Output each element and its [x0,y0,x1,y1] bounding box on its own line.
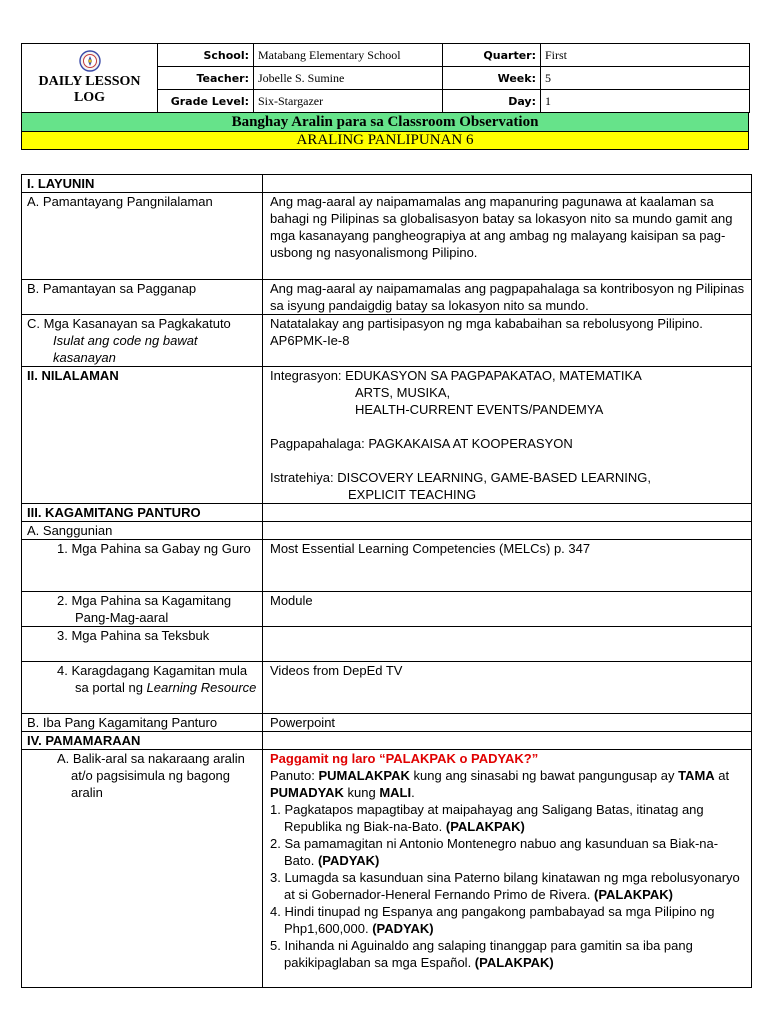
integrasyon-line2: ARTS, MUSIKA, [355,385,451,400]
dll-title-line2: LOG [73,90,106,105]
panuto-and: at [714,768,730,783]
row-kagamitan [22,504,752,522]
row-karagdagan [22,662,752,714]
section-pamamaraan: IV. PAMAMARAAN [22,732,263,750]
day-value: 1 [541,90,750,113]
kasanayan-code: AP6PMK-Ie-8 [270,333,350,348]
pamantayang-text: Ang mag-aaral ay naipamamalas ang mapanuring pagunawa at kaalaman sa bahagi ng Pilipinas sa globalisasyon batay sa lokasyon nito sa mundo gamit ang mga kasanayang pangheograpiya at ang ambag ng malayang kaisipan sa pag-usbong ng nasyonalismong Pilipino. [263,193,752,280]
teacher-label: Teacher: [158,67,254,90]
section-layunin: I. LAYUNIN [22,175,263,193]
gabay-label: 1. Mga Pahina sa Gabay ng Guro [57,541,251,556]
integrasyon-line3: HEALTH-CURRENT EVENTS/PANDEMYA [355,402,604,417]
lesson-plan-table [21,174,752,988]
item-answer: (PALAKPAK) [445,819,525,834]
item-answer: (PALAKPAK) [474,955,554,970]
item-text: 5. Inihanda ni Aguinaldo ang salaping tinanggap para gamitin sa iba pang pakikipaglaban sa mga Español. [270,938,693,970]
item-answer: (PALAKPAK) [593,887,673,902]
balik-label: A. Balik-aral sa nakaraang aralin at/o pagsisimula ng bagong aralin [57,751,245,800]
pagganap-text: Ang mag-aaral ay naipamamalas ang pagpapahalaga sa kontribosyon ng Pilipinas sa isyung pandaigdig batay sa lokasyon nito sa mundo. [263,280,752,315]
section-kagamitan: III. KAGAMITANG PANTURO [22,504,263,522]
karagdagan-text: Videos from DepEd TV [263,662,752,714]
item-text: 4. Hindi tinupad ng Espanya ang pangakong pambabayad sa mga Pilipino ng Php1,600,000. [270,904,715,936]
list-item [270,801,746,835]
logo-cell [22,44,158,113]
row-pamantayang [22,193,752,280]
item-answer: (PADYAK) [317,853,380,868]
panuto-end: . [411,785,415,800]
observation-banner: Banghay Aralin para sa Classroom Observation [21,113,749,132]
pagpapahalaga: Pagpapahalaga: PAGKAKAISA AT KOOPERASYON [270,436,573,451]
list-item [270,903,746,937]
panuto-padyak: PUMADYAK [270,785,344,800]
section-nilalaman: II. NILALAMAN [22,367,263,504]
integrasyon-line1: Integrasyon: EDUKASYON SA PAGPAPAKATAO, MATEMATIKA [270,368,642,383]
pamantayang-label: A. Pamantayang Pangnilalaman [22,193,263,280]
list-item [270,937,746,971]
kagamitang-text: Module [263,592,752,627]
item-text: 2. Sa pamamagitan ni Antonio Montenegro nabuo ang kasunduan sa Biak-na-Bato. [270,836,719,868]
row-gabay [22,540,752,592]
quarter-value: First [541,44,750,67]
panuto-mid: kung ang sinasabi ng bawat pangungusap ay [409,768,679,783]
week-value: 5 [541,67,750,90]
kasanayan-text: Natatalakay ang partisipasyon ng mga kababaihan sa rebolusyong Pilipino. [270,316,703,331]
grade-value: Six-Stargazer [254,90,443,113]
row-layunin [22,175,752,193]
item-answer: (PADYAK) [372,921,434,936]
karagdagan-label: 4. Karagdagang Kagamitan mula sa portal ng [57,663,248,695]
panuto-palakpak: PUMALAKPAK [318,768,410,783]
week-label: Week: [443,67,541,90]
deped-seal-icon [79,50,101,72]
row-pamamaraan [22,732,752,750]
iba-label: B. Iba Pang Kagamitang Panturo [22,714,263,732]
row-balik-aral [22,750,752,988]
subject-banner: ARALING PANLIPUNAN 6 [21,132,749,150]
panuto-kung: kung [343,785,380,800]
row-pagganap [22,280,752,315]
istratehiya-line2: EXPLICIT TEACHING [348,487,477,502]
pagganap-label: B. Pamantayan sa Pagganap [22,280,263,315]
dll-header [21,43,749,150]
school-label: School: [158,44,254,67]
kasanayan-sub: Isulat ang code ng bawat kasanayan [53,333,198,365]
kagamitang-label: 2. Mga Pahina sa Kagamitang Pang-Mag-aaral [57,593,232,625]
teacher-value: Jobelle S. Sumine [254,67,443,90]
school-value: Matabang Elementary School [254,44,443,67]
list-item [270,835,746,869]
day-label: Day: [443,90,541,113]
gabay-text: Most Essential Learning Competencies (MELCs) p. 347 [263,540,752,592]
row-iba [22,714,752,732]
karagdagan-label-italic: Learning Resource [146,680,257,695]
istratehiya-line1: Istratehiya: DISCOVERY LEARNING, GAME-BASED LEARNING, [270,470,651,485]
sanggunian-label: A. Sanggunian [22,522,263,540]
iba-text: Powerpoint [263,714,752,732]
dll-title [26,74,153,106]
dll-title-line1: DAILY LESSON [38,74,141,89]
row-kasanayan [22,315,752,367]
quarter-label: Quarter: [443,44,541,67]
panuto-mali: MALI [379,785,412,800]
activity-cell [263,750,752,988]
panuto-prefix: Panuto: [270,768,319,783]
item-text: 1. Pagkatapos mapagtibay at maipahayag ang Saligang Batas, itinatag ang Republika ng Biak-na-Bato. [270,802,704,834]
grade-label: Grade Level: [158,90,254,113]
panuto [270,768,729,800]
row-kagamitang [22,592,752,627]
activity-title: Paggamit ng laro “PALAKPAK o PADYAK?” [270,751,539,766]
row-teksbuk [22,627,752,662]
header-table [21,43,750,113]
panuto-tama: TAMA [678,768,715,783]
row-nilalaman [22,367,752,504]
teksbuk-label: 3. Mga Pahina sa Teksbuk [57,628,210,643]
kasanayan-label: C. Mga Kasanayan sa Pagkakatuto [27,316,231,331]
list-item [270,869,746,903]
item-text: 3. Lumagda sa kasunduan sina Paterno bilang kinatawan ng mga rebolusyonaryo at si Gobernador-Heneral Fernando Primo de Rivera. [270,870,740,902]
row-sanggunian [22,522,752,540]
